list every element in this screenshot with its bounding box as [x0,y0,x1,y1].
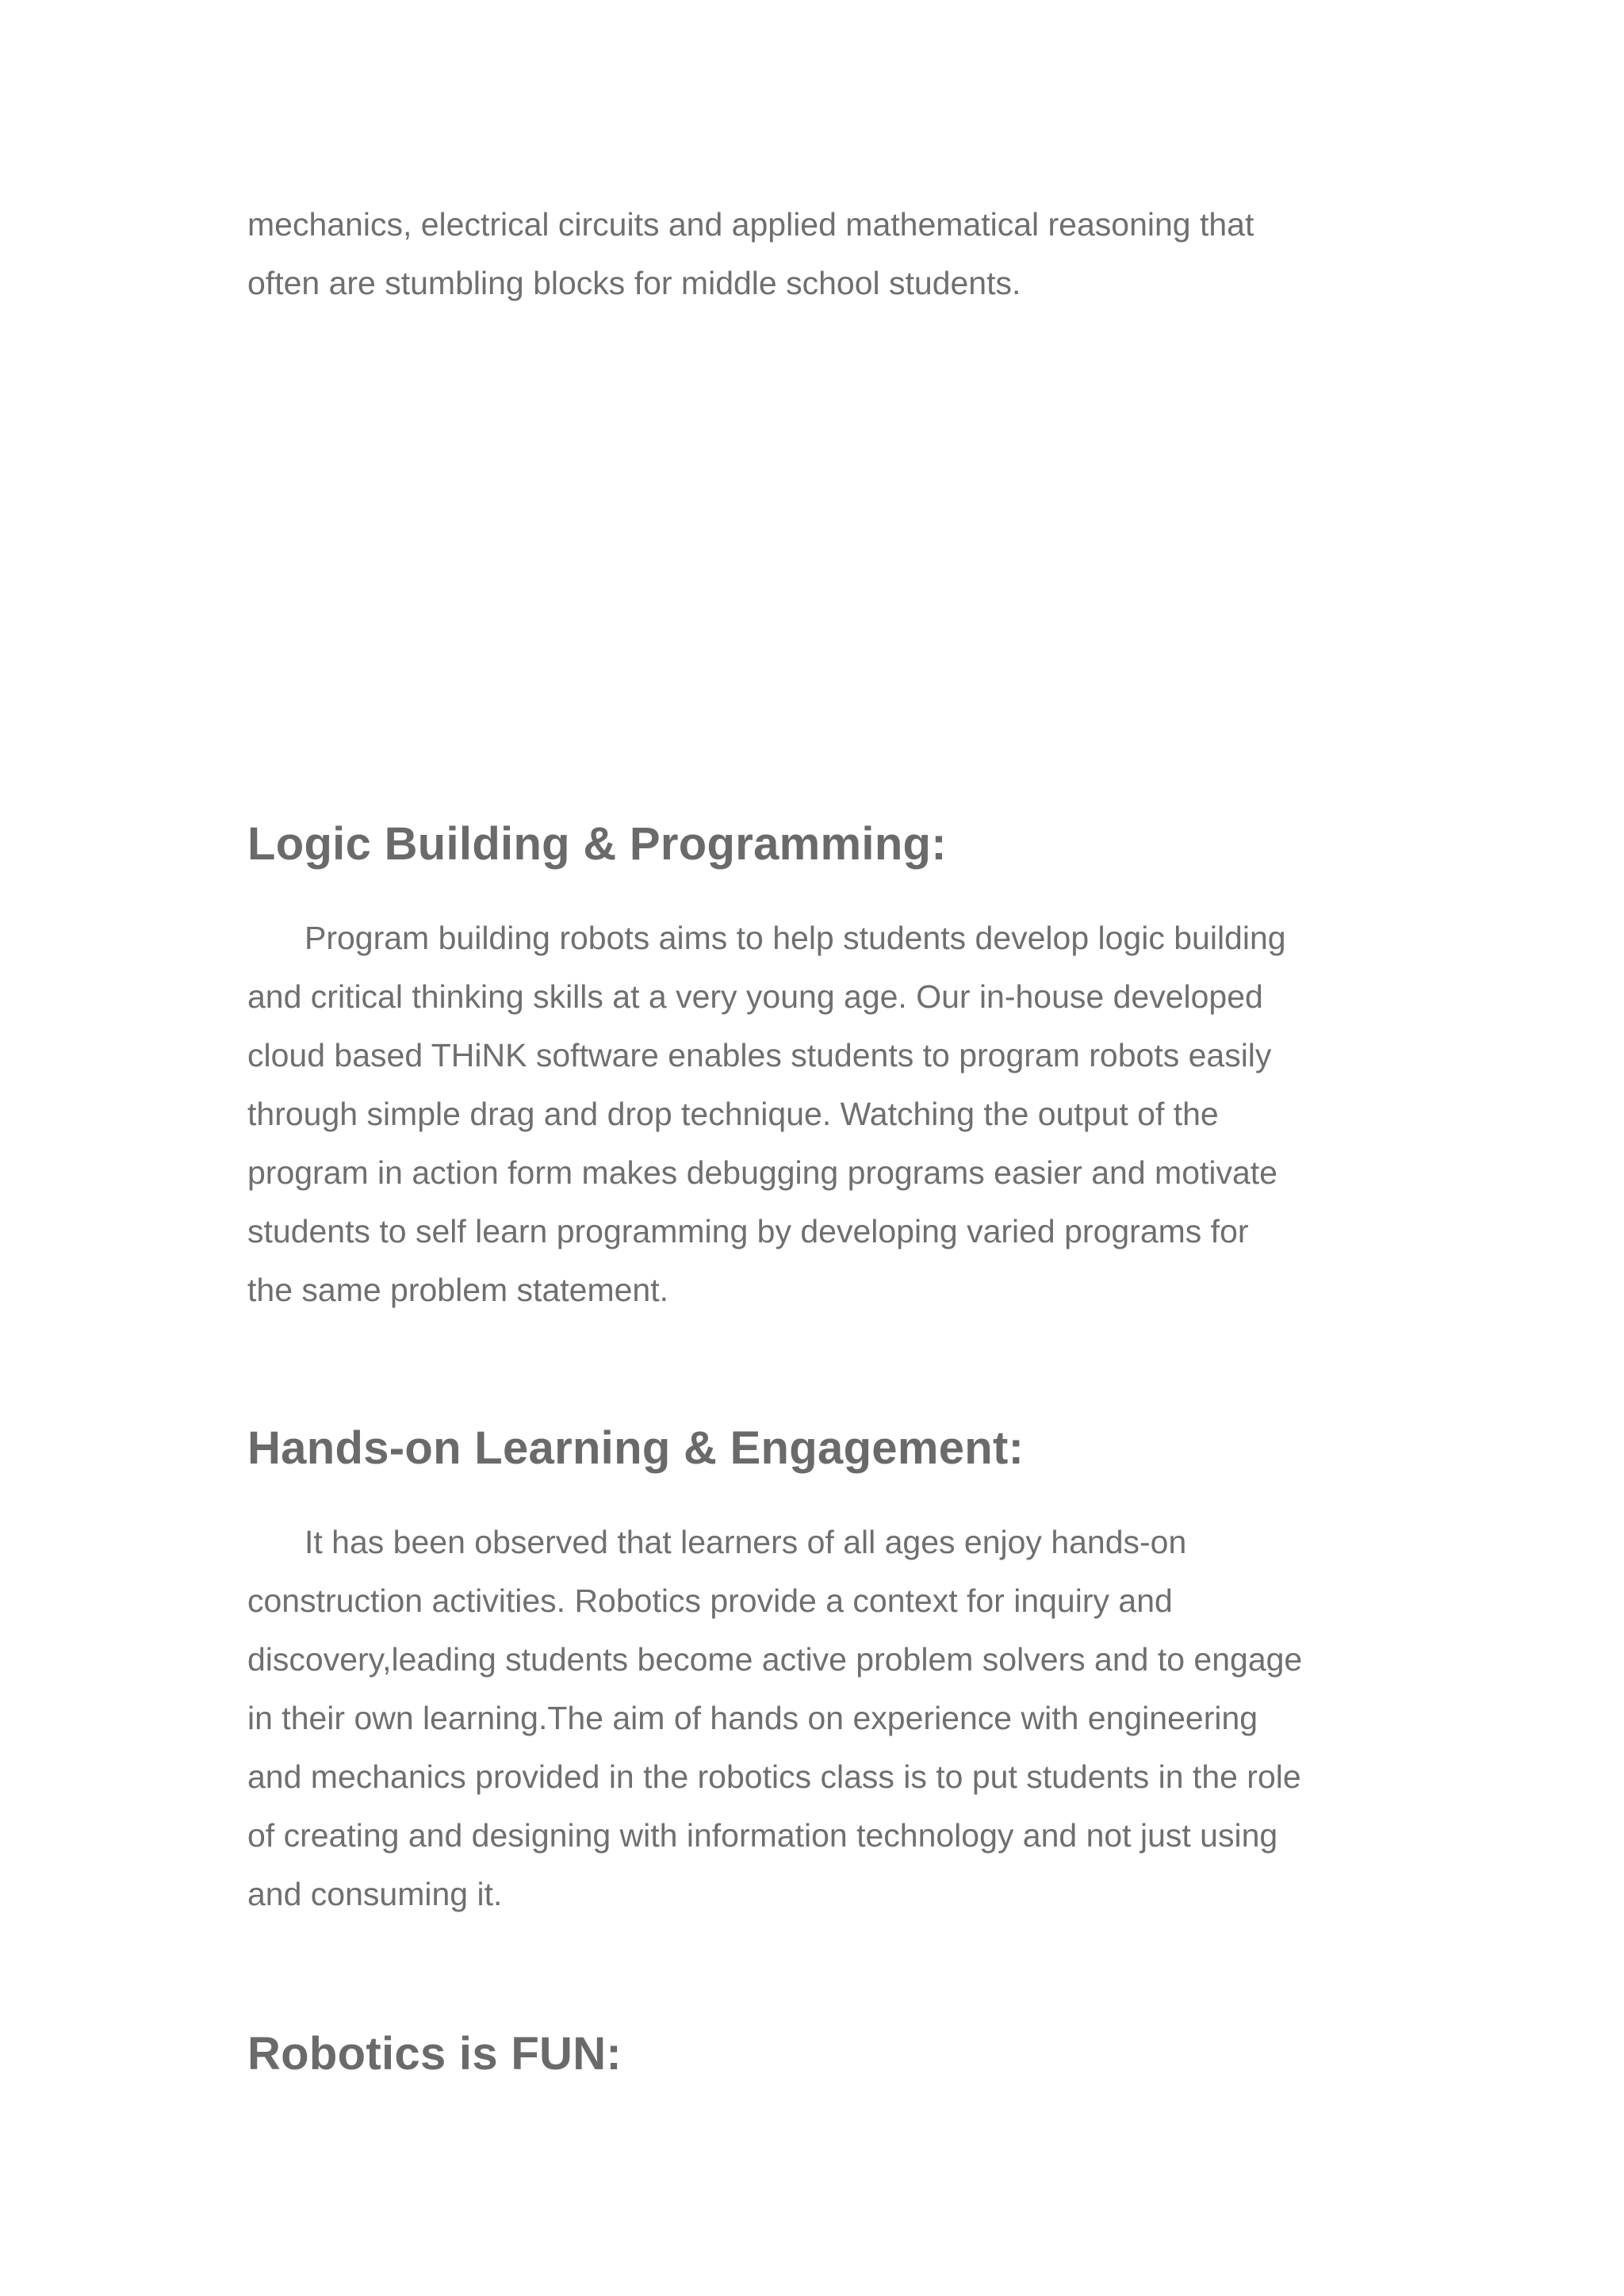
text-line: construction activities. Robotics provide a context for inquiry and [247,1582,1173,1619]
text-line: Program building robots aims to help students develop logic building [304,920,1286,956]
text-line: It has been observed that learners of all ages enjoy hands-on [304,1524,1187,1560]
logic-building-paragraph [247,909,1389,1319]
text-line: students to self learn programming by developing varied programs for [247,1213,1249,1249]
text-line: in their own learning.The aim of hands on experience with engineering [247,1700,1258,1736]
text-line: through simple drag and drop technique. Watching the output of the [247,1096,1219,1132]
text-line: and consuming it. [247,1876,503,1912]
hands-on-learning-paragraph [247,1513,1389,1923]
text-line: discovery,leading students become active problem solvers and to engage [247,1641,1303,1678]
section-heading-hands-on-learning: Hands-on Learning & Engagement: [247,1422,1025,1474]
text-line: of creating and designing with information technology and not just using [247,1817,1278,1854]
text-line: and mechanics provided in the robotics class is to put students in the role [247,1758,1301,1795]
text-line: cloud based THiNK software enables students to program robots easily [247,1037,1272,1073]
text-line: often are stumbling blocks for middle school students. [247,265,1021,301]
intro-paragraph [247,195,1389,312]
text-line: the same problem statement. [247,1272,668,1308]
text-line: and critical thinking skills at a very young age. Our in-house developed [247,978,1263,1015]
text-line: mechanics, electrical circuits and applied mathematical reasoning that [247,206,1254,243]
section-heading-logic-building: Logic Building & Programming: [247,818,947,870]
section-heading-robotics-is-fun: Robotics is FUN: [247,2028,622,2080]
text-line: program in action form makes debugging programs easier and motivate [247,1154,1277,1191]
